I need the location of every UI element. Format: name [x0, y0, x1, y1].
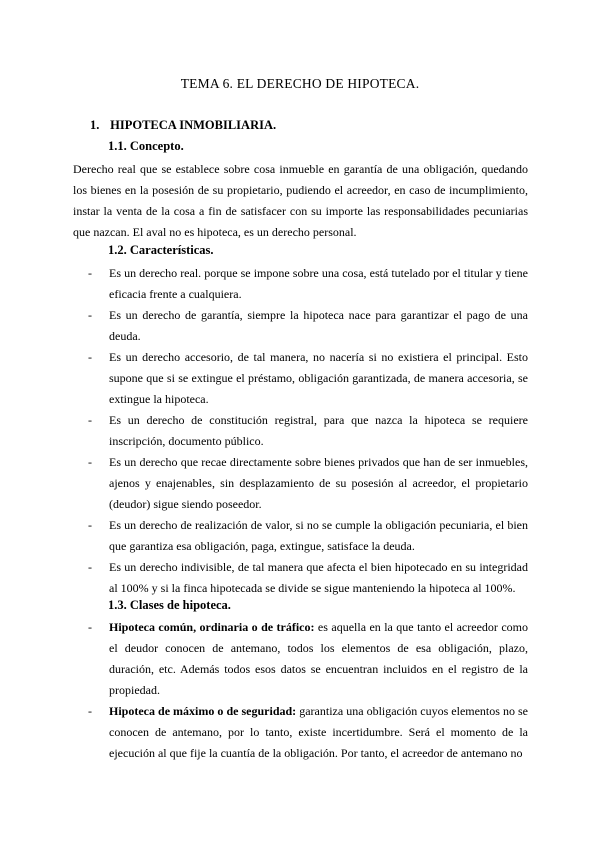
list-item-text: Es un derecho accesorio, de tal manera, no nacería si no existiera el principal. Esto supone que si se extingue el préstamo, obligación garantizada, de manera accesoria, se extingue la hipoteca.: [109, 350, 528, 406]
bullet-dash: -: [88, 620, 92, 634]
bullet-dash: -: [88, 560, 92, 574]
concepto-heading: 1.1. Concepto.: [108, 139, 184, 153]
list-item-text: Es un derecho indivisible, de tal manera que afecta el bien hipotecado en su integridad al 100% y si la finca hipotecada se divide se sigue manteniendo la hipoteca al 100%.: [109, 560, 528, 595]
clase-description: es aquella en la que tanto el acreedor como el deudor conocen de antemano, todos los elementos de esa obligación, plazo, duración, etc. Además todos esos datos se encuentran incluidos en el registro de la propiedad.: [109, 620, 528, 697]
list-item: [88, 263, 528, 305]
list-item-text: Es un derecho de constitución registral, para que nazca la hipoteca se requiere inscripción, documento público.: [109, 413, 528, 448]
bullet-dash: -: [88, 518, 92, 532]
bullet-dash: -: [88, 413, 92, 427]
list-item: [88, 410, 528, 452]
list-item: [88, 617, 528, 701]
list-item-text: Es un derecho de garantía, siempre la hipoteca nace para garantizar el pago de una deuda.: [109, 308, 528, 343]
section-title: HIPOTECA INMOBILIARIA.: [110, 118, 277, 132]
list-item-text: Es un derecho real. porque se impone sobre una cosa, está tutelado por el titular y tiene eficacia frente a cualquiera.: [109, 266, 528, 301]
concepto-paragraph: Derecho real que se establece sobre cosa inmueble en garantía de una obligación, quedando los bienes en la posesión de su propietario, pudiendo el acreedor, en caso de incumplimiento, instar la venta de la cosa a fin de satisfacer con su importe las responsabilidades pecuniarias que nazcan. El aval no es hipoteca, es un derecho personal.: [73, 162, 528, 239]
bullet-dash: -: [88, 308, 92, 322]
list-item: [88, 452, 528, 515]
clases-list: [88, 617, 528, 764]
list-item: [88, 557, 528, 599]
bullet-dash: -: [88, 266, 92, 280]
list-item: [88, 347, 528, 410]
clase-description: garantiza una obligación cuyos elementos no se conocen de antemano, por lo tanto, existe incertidumbre. Será el momento de la ejecución al que fije la cuantía de la obligación. Por tanto, el acreedor de antemano no: [109, 704, 529, 760]
clases-heading: 1.3. Clases de hipoteca.: [108, 598, 231, 612]
bullet-dash: -: [88, 704, 92, 718]
list-item: [88, 305, 528, 347]
list-item-text: Es un derecho de realización de valor, si no se cumple la obligación pecuniaria, el bien que garantiza esa obligación, paga, extingue, satisface la deuda.: [109, 518, 528, 553]
section-number: 1.: [90, 118, 100, 132]
section-heading: [90, 118, 276, 133]
list-item-text: Es un derecho que recae directamente sobre bienes privados que han de ser inmuebles, ajenos y enajenables, sin desplazamiento de su posesión al acreedor, el propietario (deudor) sigue siendo poseedor.: [109, 455, 528, 511]
list-item: [88, 515, 528, 557]
clase-term: Hipoteca común, ordinaria o de tráfico:: [109, 620, 315, 634]
caracteristicas-heading: 1.2. Características.: [108, 243, 214, 257]
bullet-dash: -: [88, 455, 92, 469]
caracteristicas-list: [88, 263, 528, 599]
bullet-dash: -: [88, 350, 92, 364]
document-title: TEMA 6. EL DERECHO DE HIPOTECA.: [180, 76, 420, 91]
list-item: [88, 701, 528, 764]
clase-term: Hipoteca de máximo o de seguridad:: [109, 704, 297, 718]
